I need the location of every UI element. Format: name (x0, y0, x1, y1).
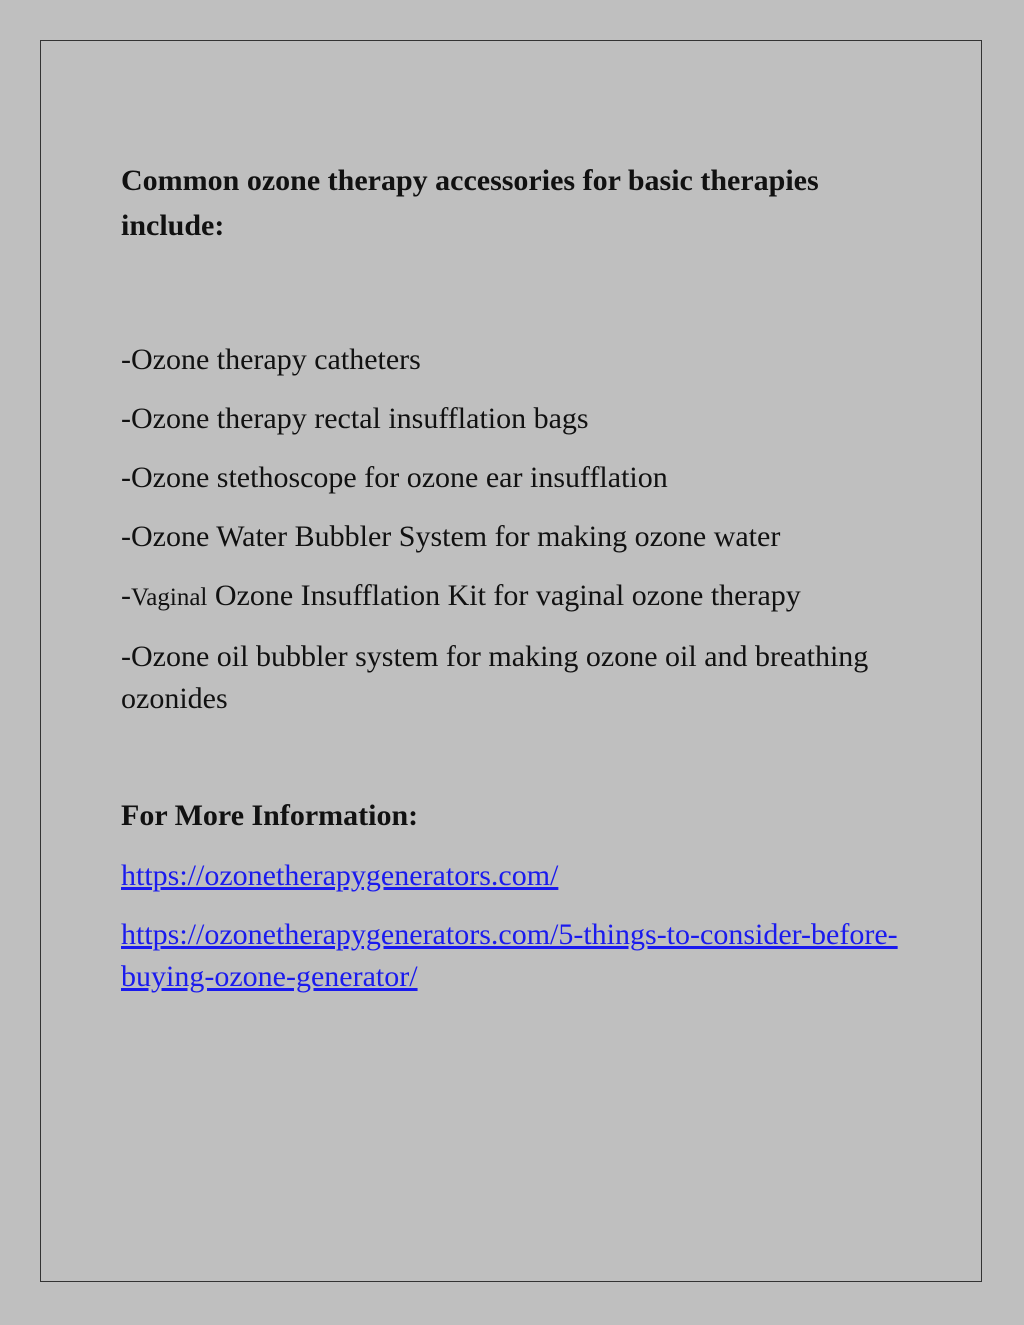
list-item (121, 575, 921, 619)
document-page (40, 40, 982, 1282)
homepage-link[interactable]: https://ozonetherapygenerators.com/ (121, 859, 559, 892)
page-content (121, 158, 921, 998)
list-item-small-word: Vaginal (131, 584, 208, 611)
list-item: -Ozone therapy catheters (121, 343, 421, 376)
article-link[interactable]: https://ozonetherapygenerators.com/5-things-to-consider-before-buying-ozone-generator/ (121, 918, 898, 993)
list-item-prefix: - (121, 579, 131, 612)
accessory-list (121, 339, 921, 720)
list-item: -Ozone stethoscope for ozone ear insufflation (121, 461, 668, 494)
more-info-heading: For More Information: (121, 799, 419, 832)
list-item: -Ozone therapy rectal insufflation bags (121, 402, 589, 435)
list-item: -Ozone Water Bubbler System for making ozone water (121, 520, 781, 553)
list-item-rest: Ozone Insufflation Kit for vaginal ozone therapy (207, 579, 801, 612)
list-item: -Ozone oil bubbler system for making ozone oil and breathing ozonides (121, 640, 869, 715)
intro-heading: Common ozone therapy accessories for basic therapies include: (121, 164, 819, 242)
